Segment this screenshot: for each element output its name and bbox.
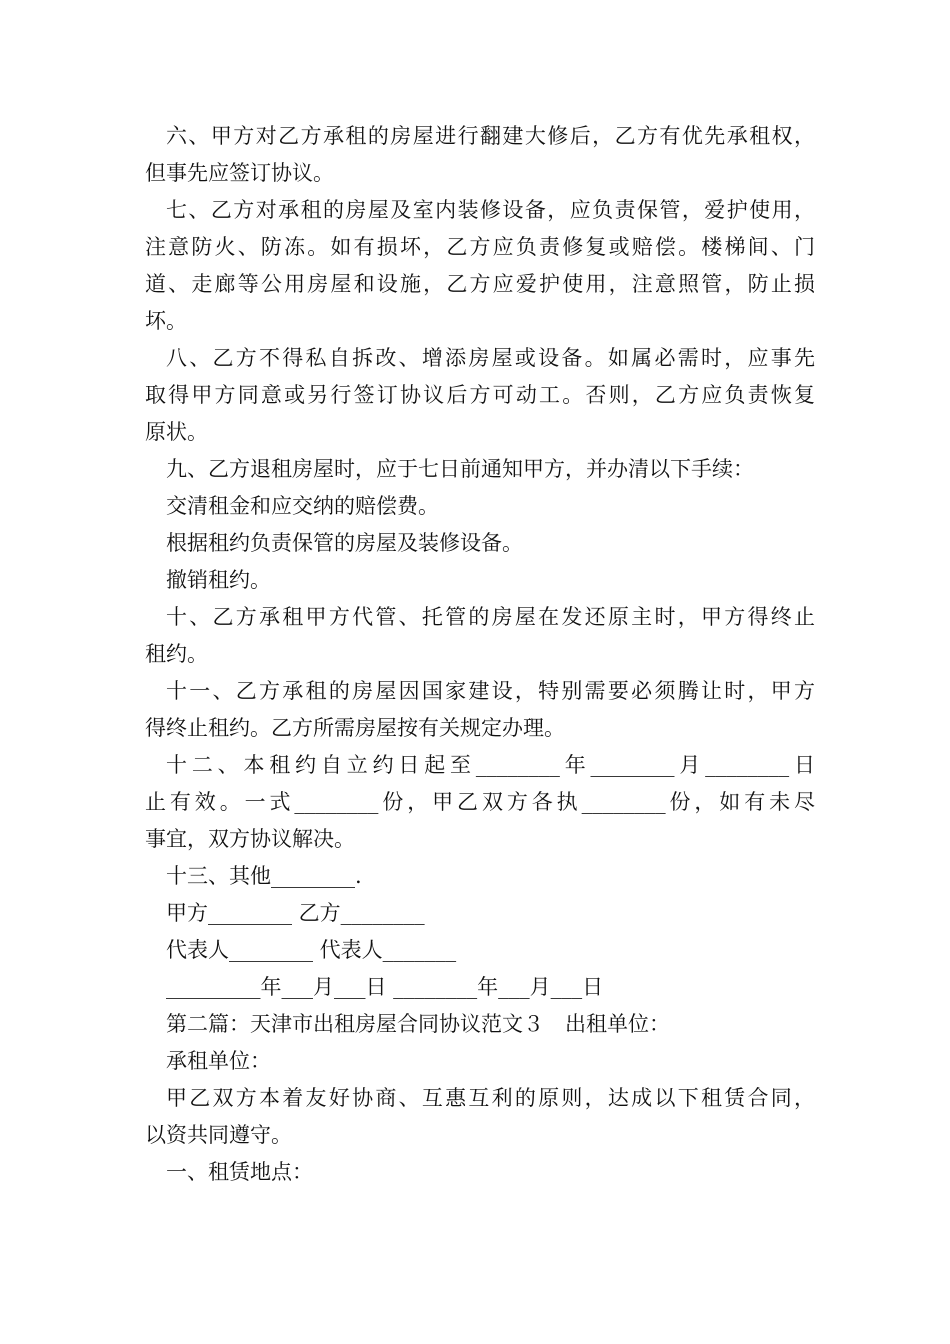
paragraph-line: 注意防火、防冻。如有损坏，乙方应负责修复或赔偿。楼梯间、门 <box>145 235 815 259</box>
document-page <box>145 118 815 1191</box>
paragraph-line: 十三、其他________. <box>166 864 362 888</box>
paragraph-line: 根据租约负责保管的房屋及装修设备。 <box>166 531 523 555</box>
paragraph-line: 取得甲方同意或另行签订协议后方可动工。否则，乙方应负责恢复 <box>145 383 815 407</box>
paragraph-line: 六、甲方对乙方承租的房屋进行翻建大修后，乙方有优先承租权， <box>166 124 815 148</box>
signature-line: 甲方________ 乙方________ <box>166 901 425 925</box>
paragraph-line: 止有效。一式________份，甲乙双方各执________份，如有未尽 <box>145 790 815 814</box>
paragraph-line: 甲乙双方本着友好协商、互惠互利的原则，达成以下租赁合同， <box>166 1086 815 1110</box>
paragraph-line: 十、乙方承租甲方代管、托管的房屋在发还原主时，甲方得终止 <box>166 605 815 629</box>
paragraph-line: 一、租赁地点： <box>166 1160 313 1184</box>
section-heading: 第二篇：天津市出租房屋合同协议范文３ 出租单位： <box>166 1012 670 1036</box>
paragraph-line: 撤销租约。 <box>166 568 271 592</box>
paragraph-line: 坏。 <box>145 309 187 333</box>
paragraph-line: 道、走廊等公用房屋和设施，乙方应爱护使用，注意照管，防止损 <box>145 272 815 296</box>
signature-line: 代表人________ 代表人_______ <box>166 938 457 962</box>
paragraph-line: 以资共同遵守。 <box>145 1123 292 1147</box>
paragraph-line: 交清租金和应交纳的赔偿费。 <box>166 494 439 518</box>
paragraph-line: 十二、本租约自立约日起至________年________月________日 <box>166 753 815 777</box>
paragraph-line: 承租单位： <box>166 1049 271 1073</box>
paragraph-line: 七、乙方对承租的房屋及室内装修设备，应负责保管，爱护使用， <box>166 198 815 222</box>
paragraph-line: 十一、乙方承租的房屋因国家建设，特别需要必须腾让时，甲方 <box>166 679 815 703</box>
paragraph-line: 得终止租约。乙方所需房屋按有关规定办理。 <box>145 716 565 740</box>
paragraph-line: 八、乙方不得私自拆改、增添房屋或设备。如属必需时，应事先 <box>166 346 815 370</box>
date-line: _________年___月___日 ________年___月___日 <box>166 975 604 999</box>
paragraph-line: 但事先应签订协议。 <box>145 161 334 185</box>
paragraph-line: 九、乙方退租房屋时，应于七日前通知甲方，并办清以下手续： <box>166 457 754 481</box>
paragraph-line: 原状。 <box>145 420 208 444</box>
paragraph-line: 租约。 <box>145 642 208 666</box>
paragraph-line: 事宜，双方协议解决。 <box>145 827 355 851</box>
